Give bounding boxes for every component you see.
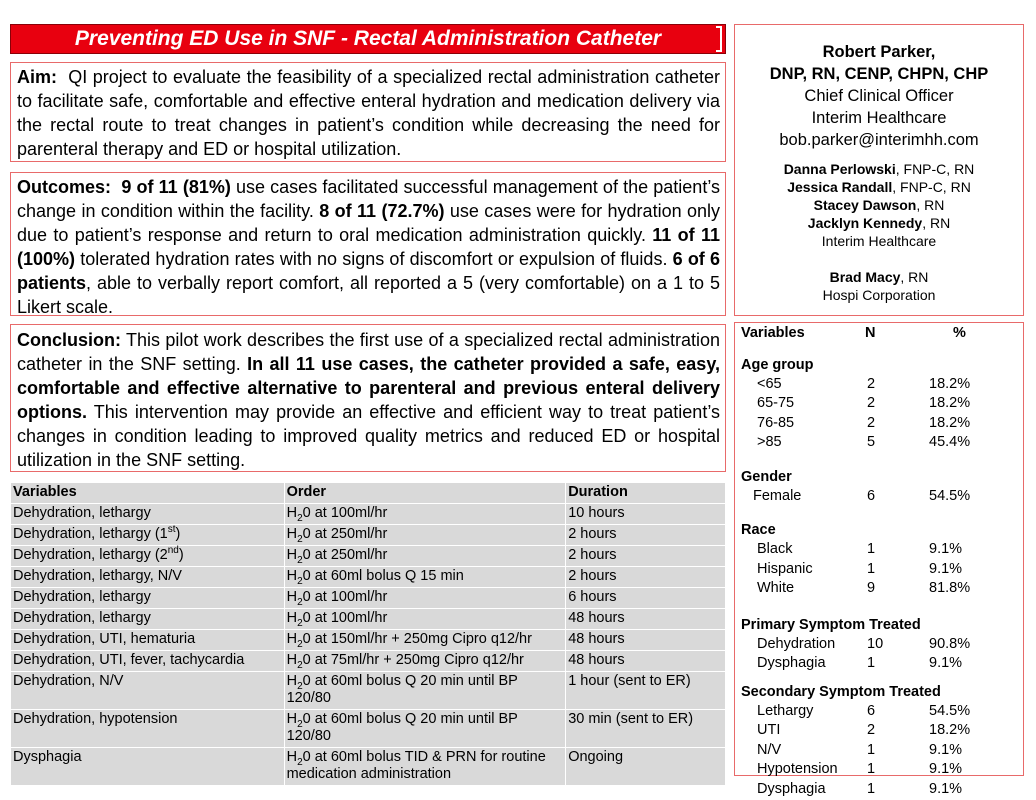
table-row: UTI 2 18.2% xyxy=(757,722,971,738)
second-org: Hospi Corporation xyxy=(822,287,936,303)
order-cell: $H_20$ at 60ml bolus Q 20 min until BP 120/80 xyxy=(284,672,566,710)
table-row: >85 5 45.4% xyxy=(757,434,971,450)
duration-cell: 48 hours xyxy=(566,609,726,630)
orders-table xyxy=(10,482,726,786)
table-row: 76-85 2 18.2% xyxy=(757,414,971,431)
variables-cell: Dehydration, lethargy xyxy=(11,504,285,525)
duration-cell: 48 hours xyxy=(566,651,726,672)
outcome-text-4: , able to verbally report comfort, all reported a 5 (very comfortable) on a 1 to 5 Likert scale. xyxy=(17,273,720,317)
coauthor: Stacey Dawson, RN xyxy=(813,197,945,213)
order-cell: $H_20$ at 75ml/hr + 250mg Cipro q12/hr xyxy=(284,651,566,672)
column-header: Order xyxy=(284,483,566,504)
duration-cell: 48 hours xyxy=(566,630,726,651)
duration-cell: 1 hour (sent to ER) xyxy=(566,672,726,710)
table-row: Dehydration 10 90.8% xyxy=(757,635,971,652)
order-cell: $H_20$ at 100ml/hr xyxy=(284,588,566,609)
variables-cell: Dehydration, lethargy, N/V xyxy=(11,567,285,588)
column-header: Variables xyxy=(11,483,285,504)
outcome-text-1: use cases facilitated successful management of the patient’s change in condition within the facility. xyxy=(17,177,720,221)
table-row xyxy=(11,651,726,672)
variables-cell: Dehydration, hypotension xyxy=(11,710,285,748)
table-row xyxy=(11,748,726,786)
group-heading: Age group xyxy=(741,356,814,373)
table-row xyxy=(11,672,726,710)
order-cell: $H_20$ at 250ml/hr xyxy=(284,546,566,567)
table-row xyxy=(11,504,726,525)
table-row: Black 1 9.1% xyxy=(757,541,963,557)
table-row xyxy=(11,546,726,567)
table-row: <65 2 18.2% xyxy=(757,375,971,392)
duration-cell: 2 hours xyxy=(566,525,726,546)
author-credentials: DNP, RN, CENP, CHPN, CHP xyxy=(769,65,989,83)
second-author: Brad Macy, RN xyxy=(829,269,929,285)
table-row: Lethargy 6 54.5% xyxy=(757,702,971,719)
variables-cell: Dehydration, N/V xyxy=(11,672,285,710)
table-row xyxy=(11,710,726,748)
table-row: Hypotension 1 9.1% xyxy=(757,761,963,777)
order-cell: $H_20$ at 100ml/hr xyxy=(284,609,566,630)
variables-cell: Dehydration, lethargy (2nd) xyxy=(11,546,285,567)
coauthor: Jessica Randall, FNP-C, RN xyxy=(787,179,971,195)
duration-cell: 10 hours xyxy=(566,504,726,525)
author-role: Chief Clinical Officer xyxy=(804,87,954,105)
outcomes-label: Outcomes: xyxy=(17,177,112,197)
outcome-stat-2: 8 of 11 (72.7%) xyxy=(319,201,445,221)
aim-text: QI project to evaluate the feasibility of a specialized rectal administration catheter to facilitate safe, comfortable and effective enteral hydration and medication delivery via the rectal route to treat changes in patient’s condition while decreasing the need for parenteral therapy and ED or hospital utilization. xyxy=(17,67,720,159)
variables-cell: Dysphagia xyxy=(11,748,285,786)
duration-cell: 30 min (sent to ER) xyxy=(566,710,726,748)
variables-cell: Dehydration, lethargy xyxy=(11,588,285,609)
duration-cell: 6 hours xyxy=(566,588,726,609)
duration-cell: Ongoing xyxy=(566,748,726,786)
aim-label: Aim: xyxy=(17,67,57,87)
author-org: Interim Healthcare xyxy=(811,109,947,127)
outcome-stat-4: 6 of 6 patients xyxy=(17,249,720,293)
demographics-header: Variables N % xyxy=(741,325,966,341)
table-row xyxy=(11,609,726,630)
conclusion-text-1: This pilot work describes the first use of a specialized rectal administration catheter in the SNF setting. xyxy=(17,330,720,374)
coauthor: Jacklyn Kennedy, RN xyxy=(807,215,951,231)
demographics-table xyxy=(734,322,1024,797)
outcome-stat-1: 9 of 11 (81%) xyxy=(121,177,231,197)
column-header: Duration xyxy=(566,483,726,504)
title-banner xyxy=(10,24,726,54)
order-cell: $H_20$ at 100ml/hr xyxy=(284,504,566,525)
table-row xyxy=(11,588,726,609)
title-bracket-mark xyxy=(716,26,722,52)
coauthor-org: Interim Healthcare xyxy=(821,233,937,249)
duration-cell: 2 hours xyxy=(566,546,726,567)
table-row: Dysphagia 1 9.1% xyxy=(757,655,963,671)
outcome-stat-3: 11 of 11 (100%) xyxy=(17,225,720,269)
variables-cell: Dehydration, lethargy xyxy=(11,609,285,630)
duration-cell: 2 hours xyxy=(566,567,726,588)
group-heading: Secondary Symptom Treated xyxy=(741,683,941,700)
outcome-text-2: use cases were for hydration only due to patient’s response and return to oral medication administration quickly. xyxy=(17,201,721,245)
order-cell: $H_20$ at 60ml bolus Q 20 min until BP 120/80 xyxy=(284,710,566,748)
table-row: Female 6 54.5% xyxy=(753,487,971,504)
conclusion-text-2: This intervention may provide an effective and efficient way to treat patient’s changes in condition leading to improved quality metrics and reduced ED or hospital utilization in the SNF setting. xyxy=(17,402,720,470)
group-heading: Gender xyxy=(741,468,792,485)
author-card xyxy=(734,24,1024,316)
order-cell: $H_20$ at 250ml/hr xyxy=(284,525,566,546)
table-row: Dysphagia 1 9.1% xyxy=(757,780,963,797)
outcomes-section xyxy=(10,172,726,316)
author-name: Robert Parker, xyxy=(822,43,936,61)
conclusion-bold-statement: In all 11 use cases, the catheter provided a safe, easy, comfortable and effective alternative to parenteral and previous enteral delivery options. xyxy=(17,354,720,422)
group-heading: Race xyxy=(741,522,776,538)
outcome-text-3: tolerated hydration rates with no signs of discomfort or expulsion of fluids. xyxy=(75,249,673,269)
table-header-row xyxy=(11,483,726,504)
aim-section xyxy=(10,62,726,162)
table-row: White 9 81.8% xyxy=(757,580,971,596)
group-heading: Primary Symptom Treated xyxy=(741,616,921,633)
conclusion-section xyxy=(10,324,726,472)
poster-title: Preventing ED Use in SNF - Rectal Administration Catheter xyxy=(74,27,662,50)
table-row xyxy=(11,567,726,588)
order-cell: $H_20$ at 60ml bolus TID & PRN for routine medication administration xyxy=(284,748,566,786)
table-row: Hispanic 1 9.1% xyxy=(757,560,963,577)
table-row: 65-75 2 18.2% xyxy=(757,395,971,411)
coauthor: Danna Perlowski, FNP-C, RN xyxy=(783,161,975,177)
variables-cell: Dehydration, lethargy (1st) xyxy=(11,525,285,546)
order-cell: $H_20$ at 150ml/hr + 250mg Cipro q12/hr xyxy=(284,630,566,651)
table-row xyxy=(11,630,726,651)
conclusion-label: Conclusion: xyxy=(17,330,121,350)
variables-cell: Dehydration, UTI, hematuria xyxy=(11,630,285,651)
variables-cell: Dehydration, UTI, fever, tachycardia xyxy=(11,651,285,672)
order-cell: $H_20$ at 60ml bolus Q 15 min xyxy=(284,567,566,588)
table-row xyxy=(11,525,726,546)
author-email[interactable]: bob.parker@interimhh.com xyxy=(779,131,979,149)
table-row: N/V 1 9.1% xyxy=(757,741,963,758)
